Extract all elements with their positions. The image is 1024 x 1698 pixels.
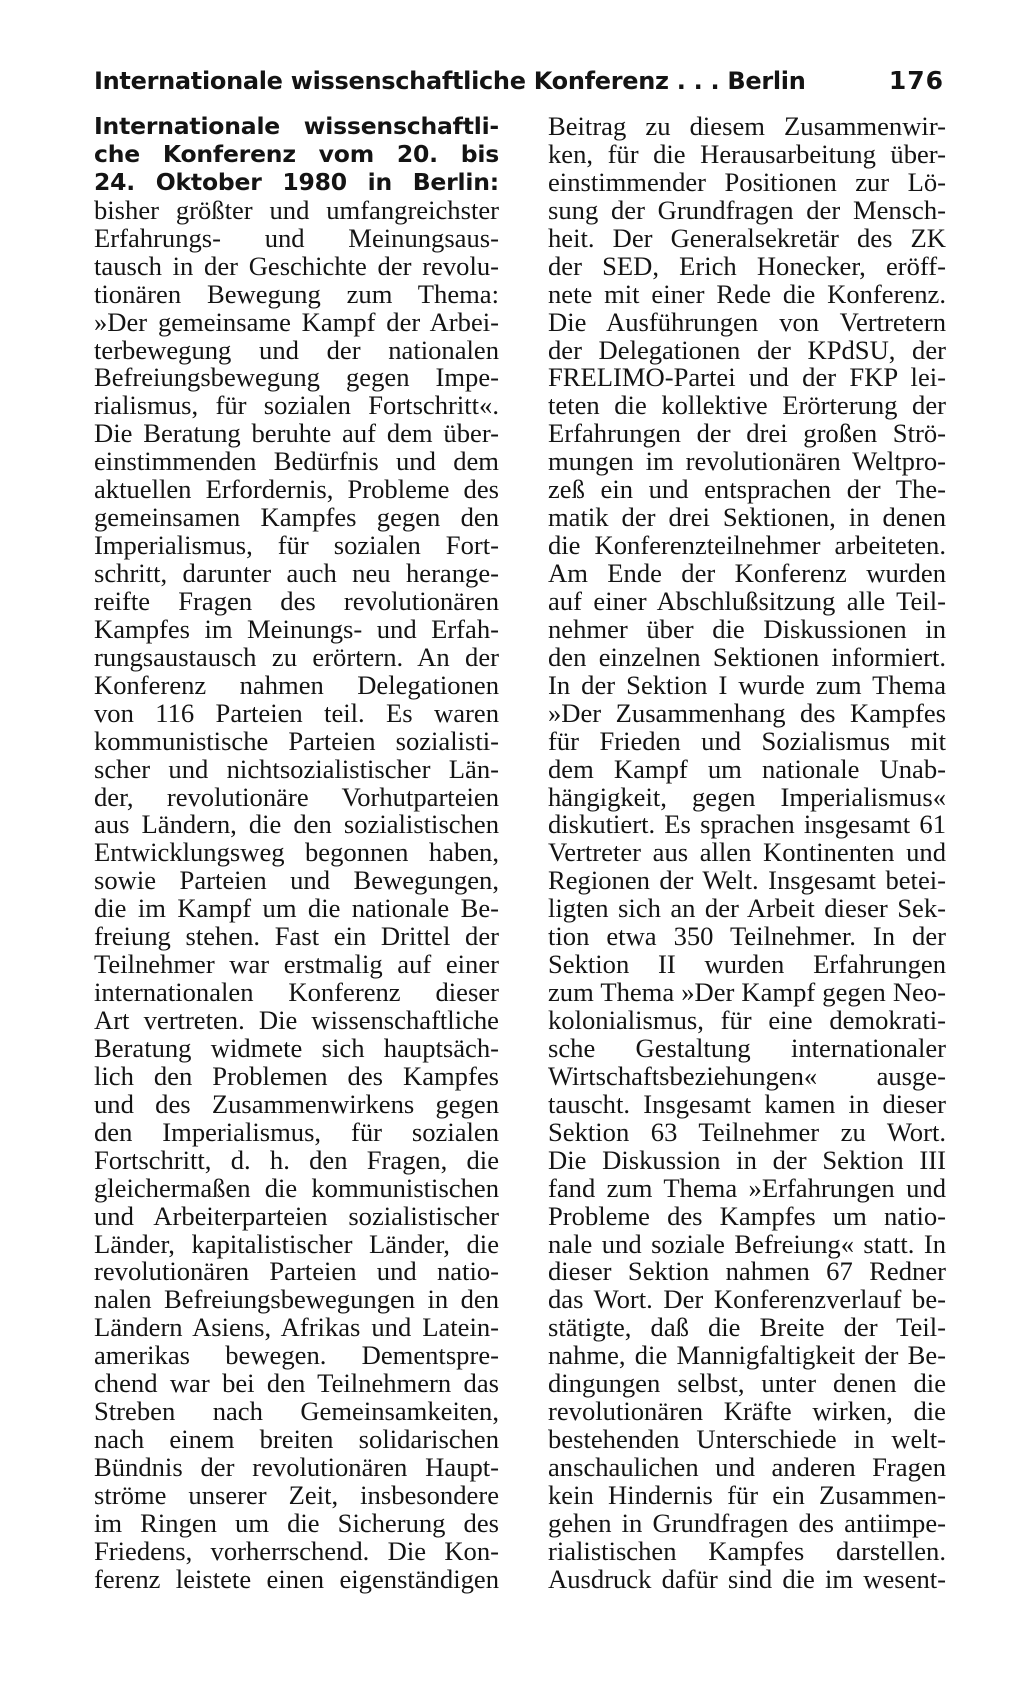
text-line: Erfahrungen der drei großen Strö- (548, 418, 946, 449)
text-line: revolutionären Parteien und natio- (94, 1256, 499, 1287)
text-line: amerikas bewegen. Dementspre- (94, 1340, 499, 1371)
text-line: kommunistische Parteien sozialisti- (94, 725, 499, 756)
text-line: Konferenz nahmen Delegationen (94, 669, 499, 700)
text-line: dingungen selbst, unter denen die (548, 1368, 946, 1399)
text-line: ligten sich an der Arbeit dieser Sek- (548, 893, 946, 924)
text-line: zum Thema »Der Kampf gegen Neo- (548, 977, 946, 1008)
text-line: und des Zusammenwirkens gegen (94, 1088, 499, 1119)
text-line: für Frieden und Sozialismus mit (548, 725, 946, 756)
page-number: 176 (888, 66, 944, 95)
text-line: Länder, kapitalistischer Länder, die (94, 1228, 499, 1259)
text-line: Regionen der Welt. Insgesamt betei- (548, 865, 946, 896)
text-line: ferenz leistete einen eigenständigen (94, 1563, 499, 1594)
text-line: und Arbeiterparteien sozialistischer (94, 1200, 499, 1231)
text-line: im Ringen um die Sicherung des (94, 1507, 499, 1538)
text-line: die Konferenzteilnehmer arbeiteten. (548, 530, 946, 561)
text-line: Sektion II wurden Erfahrungen (548, 949, 946, 980)
text-line: reifte Fragen des revolutionären (94, 585, 499, 616)
text-line: fand zum Thema »Erfahrungen und (548, 1172, 946, 1203)
text-line: Die Ausführungen von Vertretern (548, 306, 946, 337)
entry-headword-line: che Konferenz vom 20. bis (94, 139, 499, 168)
text-line: ken, für die Herausarbeitung über- (548, 138, 946, 169)
text-line: anschaulichen und anderen Fragen (548, 1452, 946, 1482)
text-line: der Delegationen der KPdSU, der (548, 334, 946, 365)
text-line: der, revolutionäre Vorhutparteien (94, 781, 499, 812)
text-line: nale und soziale Befreiung« statt. In (548, 1228, 946, 1259)
text-line: nete mit einer Rede die Konferenz. (548, 278, 946, 309)
text-line: »Der Zusammenhang des Kampfes (548, 697, 946, 728)
text-line: Die Diskussion in der Sektion III (548, 1144, 946, 1175)
text-line: FRELIMO-Partei und der FKP lei- (548, 362, 946, 393)
text-line: freiung stehen. Fast ein Drittel der (94, 921, 499, 952)
text-line: Wirtschaftsbeziehungen« ausge- (548, 1060, 946, 1091)
text-line: den einzelnen Sektionen informiert. (548, 641, 946, 672)
text-line: von 116 Parteien teil. Es waren (94, 697, 499, 728)
right-column (548, 113, 946, 1594)
text-line: rungsaustausch zu erörtern. An der (94, 641, 499, 672)
text-line: Imperialismus, für sozialen Fort- (94, 530, 499, 561)
text-line: Befreiungsbewegung gegen Impe- (94, 362, 499, 393)
text-line: kein Hindernis für ein Zusammen- (548, 1479, 946, 1510)
text-line: die im Kampf um die nationale Be- (94, 893, 499, 924)
text-line: dem Kampf um nationale Unab- (548, 753, 946, 784)
text-line: schritt, darunter auch neu herange- (94, 558, 499, 588)
text-line: Sektion 63 Teilnehmer zu Wort. (548, 1116, 946, 1147)
text-line: matik der drei Sektionen, in denen (548, 502, 946, 533)
text-line: rialistischen Kampfes darstellen. (548, 1535, 946, 1566)
text-line: revolutionären Kräfte wirken, die (548, 1396, 946, 1427)
text-line: zeß ein und entsprachen der The- (548, 474, 946, 505)
entry-headword-line: 24. Oktober 1980 in Berlin: (94, 167, 499, 196)
text-line: gemeinsamen Kampfes gegen den (94, 502, 499, 533)
text-line: der SED, Erich Honecker, eröff- (548, 250, 946, 281)
text-line: Erfahrungs- und Meinungsaus- (94, 222, 499, 253)
text-line: terbewegung und der nationalen (94, 334, 499, 365)
text-line: internationalen Konferenz dieser (94, 977, 499, 1008)
text-line: nehmer über die Diskussionen in (548, 613, 946, 644)
text-line: aktuellen Erfordernis, Probleme des (94, 474, 499, 505)
text-line: aus Ländern, die den sozialistischen (94, 809, 499, 840)
text-line: Art vertreten. Die wissenschaftliche (94, 1005, 499, 1035)
text-line: gleichermaßen die kommunistischen (94, 1172, 499, 1203)
text-line: auf einer Abschlußsitzung alle Teil- (548, 585, 946, 616)
text-line: bisher größter und umfangreichster (94, 194, 499, 225)
text-line: Streben nach Gemeinsamkeiten, (94, 1396, 499, 1427)
text-line: Die Beratung beruhte auf dem über- (94, 418, 499, 449)
text-line: nalen Befreiungsbewegungen in den (94, 1284, 499, 1315)
text-line: ströme unserer Zeit, insbesondere (94, 1479, 499, 1510)
text-line: Friedens, vorherrschend. Die Kon- (94, 1535, 499, 1566)
text-line: sche Gestaltung internationaler (548, 1032, 946, 1063)
text-line: rialismus, für sozialen Fortschritt«. (94, 390, 499, 421)
running-head (94, 58, 944, 104)
text-line: nach einem breiten solidarischen (94, 1424, 499, 1455)
text-line: Ländern Asiens, Afrikas und Latein- (94, 1312, 499, 1343)
text-line: chend war bei den Teilnehmern das (94, 1368, 499, 1399)
text-line: das Wort. Der Konferenzverlauf be- (548, 1284, 946, 1315)
text-line: kolonialismus, für eine demokrati- (548, 1005, 946, 1035)
text-line: Bündnis der revolutionären Haupt- (94, 1452, 499, 1482)
text-line: »Der gemeinsame Kampf der Arbei- (94, 306, 499, 337)
text-line: Vertreter aus allen Kontinenten und (548, 837, 946, 868)
text-line: Entwicklungsweg begonnen haben, (94, 837, 499, 868)
text-line: teten die kollektive Erörterung der (548, 390, 946, 421)
text-line: tionären Bewegung zum Thema: (94, 278, 499, 309)
text-line: sung der Grundfragen der Mensch- (548, 194, 946, 225)
text-line: gehen in Grundfragen des antiimpe- (548, 1507, 946, 1538)
text-line: tion etwa 350 Teilnehmer. In der (548, 921, 946, 952)
text-line: Am Ende der Konferenz wurden (548, 558, 946, 588)
text-line: Kampfes im Meinungs- und Erfah- (94, 613, 499, 644)
text-line: Beitrag zu diesem Zusammenwir- (548, 111, 946, 141)
entry-headword-line: Internationale wissenschaftli- (94, 112, 499, 140)
text-line: Fortschritt, d. h. den Fragen, die (94, 1144, 499, 1175)
text-line: dieser Sektion nahmen 67 Redner (548, 1256, 946, 1287)
text-line: tausch in der Geschichte der revolu- (94, 250, 499, 281)
text-line: einstimmenden Bedürfnis und dem (94, 446, 499, 477)
left-column (94, 113, 499, 1594)
text-line: mungen im revolutionären Weltpro- (548, 446, 946, 477)
text-line: Teilnehmer war erstmalig auf einer (94, 949, 499, 980)
text-line: heit. Der Generalsekretär des ZK (548, 222, 946, 253)
text-line: tauscht. Insgesamt kamen in dieser (548, 1088, 946, 1119)
running-head-title: Internationale wissenschaftliche Konferenz . . . Berlin (94, 67, 806, 95)
text-line: scher und nichtsozialistischer Län- (94, 753, 499, 784)
text-line: Beratung widmete sich hauptsäch- (94, 1032, 499, 1063)
text-line: den Imperialismus, für sozialen (94, 1116, 499, 1147)
text-line: stätigte, daß die Breite der Teil- (548, 1312, 946, 1343)
text-line: sowie Parteien und Bewegungen, (94, 865, 499, 896)
text-line: diskutiert. Es sprachen insgesamt 61 (548, 809, 946, 840)
text-line: lich den Problemen des Kampfes (94, 1060, 499, 1091)
text-line: hängigkeit, gegen Imperialismus« (548, 781, 946, 812)
text-line: einstimmender Positionen zur Lö- (548, 166, 946, 197)
text-line: bestehenden Unterschiede in welt- (548, 1424, 946, 1455)
text-line: nahme, die Mannigfaltigkeit der Be- (548, 1340, 946, 1371)
text-line: In der Sektion I wurde zum Thema (548, 669, 946, 700)
text-line: Ausdruck dafür sind die im wesent- (548, 1563, 946, 1594)
text-line: Probleme des Kampfes um natio- (548, 1200, 946, 1231)
